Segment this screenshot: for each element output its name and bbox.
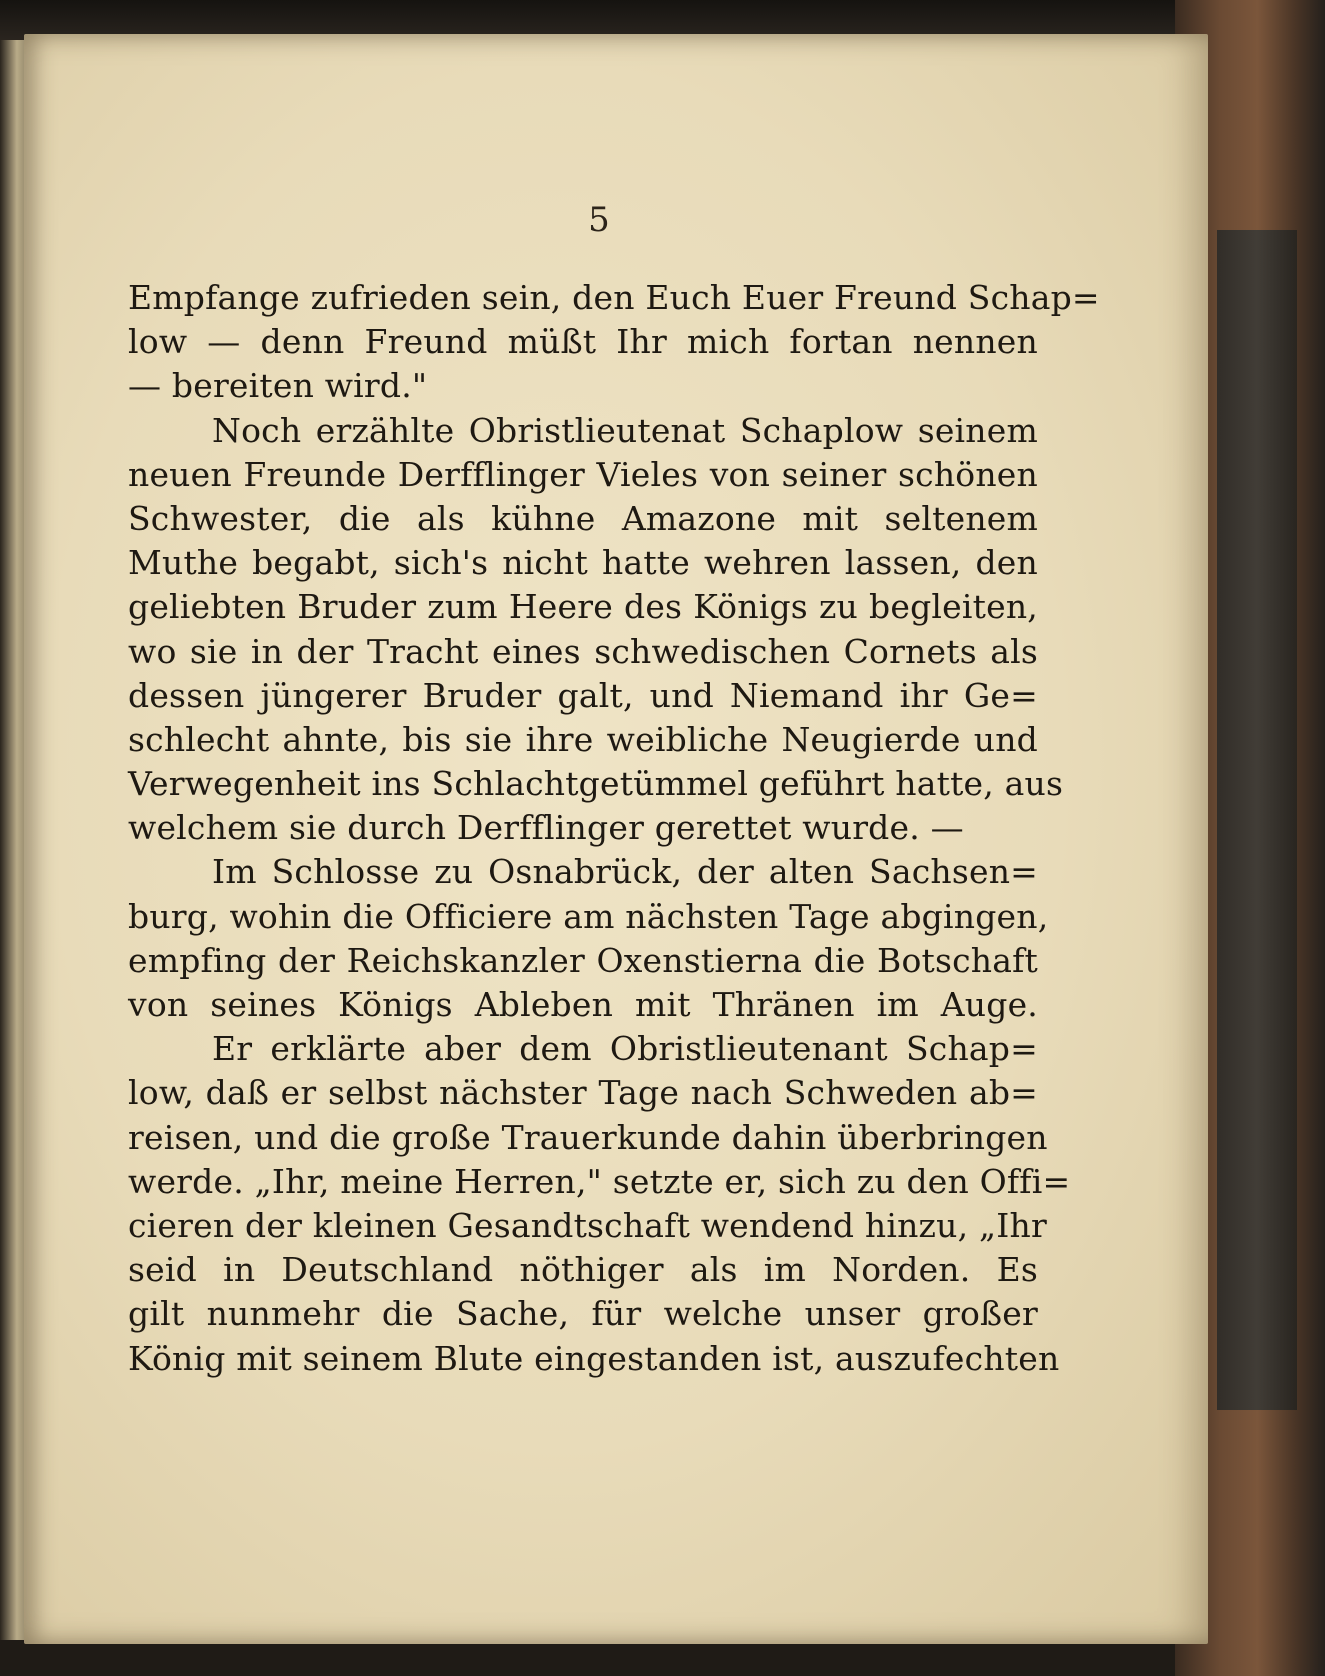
text-line: welchem sie durch Derfflinger gerettet wurde. — xyxy=(128,808,964,848)
text-line: von seines Königs Ableben mit Thränen im Auge. xyxy=(128,985,1038,1024)
text-line: cieren der kleinen Gesandtschaft wendend hinzu, „Ihr xyxy=(128,1205,1047,1245)
text-line: low, daß er selbst nächster Tage nach Schweden ab= xyxy=(128,1073,1038,1113)
text-line: Noch erzählte Obristlieutenat Schaplow seinem xyxy=(212,410,1038,450)
text-line: neuen Freunde Derfflinger Vieles von seiner schönen xyxy=(128,454,1038,494)
text-line: Im Schlosse zu Osnabrück, der alten Sachsen= xyxy=(212,852,1038,892)
text-line: Muthe begabt, sich's nicht hatte wehren lassen, den xyxy=(128,543,1038,583)
text-line: Verwegenheit ins Schlachtgetümmel geführt hatte, aus xyxy=(128,764,1064,804)
text-line: König mit seinem Blute eingestanden ist, auszufechten xyxy=(128,1338,1060,1378)
text-line: burg, wohin die Officiere am nächsten Tage abgingen, xyxy=(128,896,1049,936)
text-line: werde. „Ihr, meine Herren," setzte er, sich zu den Offi= xyxy=(128,1161,1071,1201)
text-line: Er erklärte aber dem Obristlieutenant Schap= xyxy=(212,1029,1038,1069)
text-line: wo sie in der Tracht eines schwedischen Cornets als xyxy=(128,631,1038,671)
text-line: reisen, und die große Trauerkunde dahin überbringen xyxy=(128,1117,1048,1157)
text-line: schlecht ahnte, bis sie ihre weibliche Neugierde und xyxy=(128,719,1038,759)
page-number: 5 xyxy=(588,200,610,240)
text-line: — bereiten wird." xyxy=(128,366,428,406)
text-line: Empfange zufrieden sein, den Euch Euer Freund Schap= xyxy=(128,278,1100,317)
text-line: dessen jüngerer Bruder galt, und Niemand ihr Ge= xyxy=(128,675,1038,715)
text-line: geliebten Bruder zum Heere des Königs zu begleiten, xyxy=(128,587,1038,627)
book-page xyxy=(24,34,1208,1644)
text-line: low — denn Freund müßt Ihr mich fortan nennen xyxy=(128,322,1038,362)
binding-cloth xyxy=(1217,230,1297,1410)
text-line: seid in Deutschland nöthiger als im Norden. Es xyxy=(128,1250,1038,1290)
text-line: empfing der Reichskanzler Oxenstierna die Botschaft xyxy=(128,940,1038,980)
text-line: Schwester, die als kühne Amazone mit seltenem xyxy=(128,498,1038,538)
page-text xyxy=(128,276,1100,1381)
text-line: gilt nunmehr die Sache, für welche unser großer xyxy=(128,1294,1038,1334)
